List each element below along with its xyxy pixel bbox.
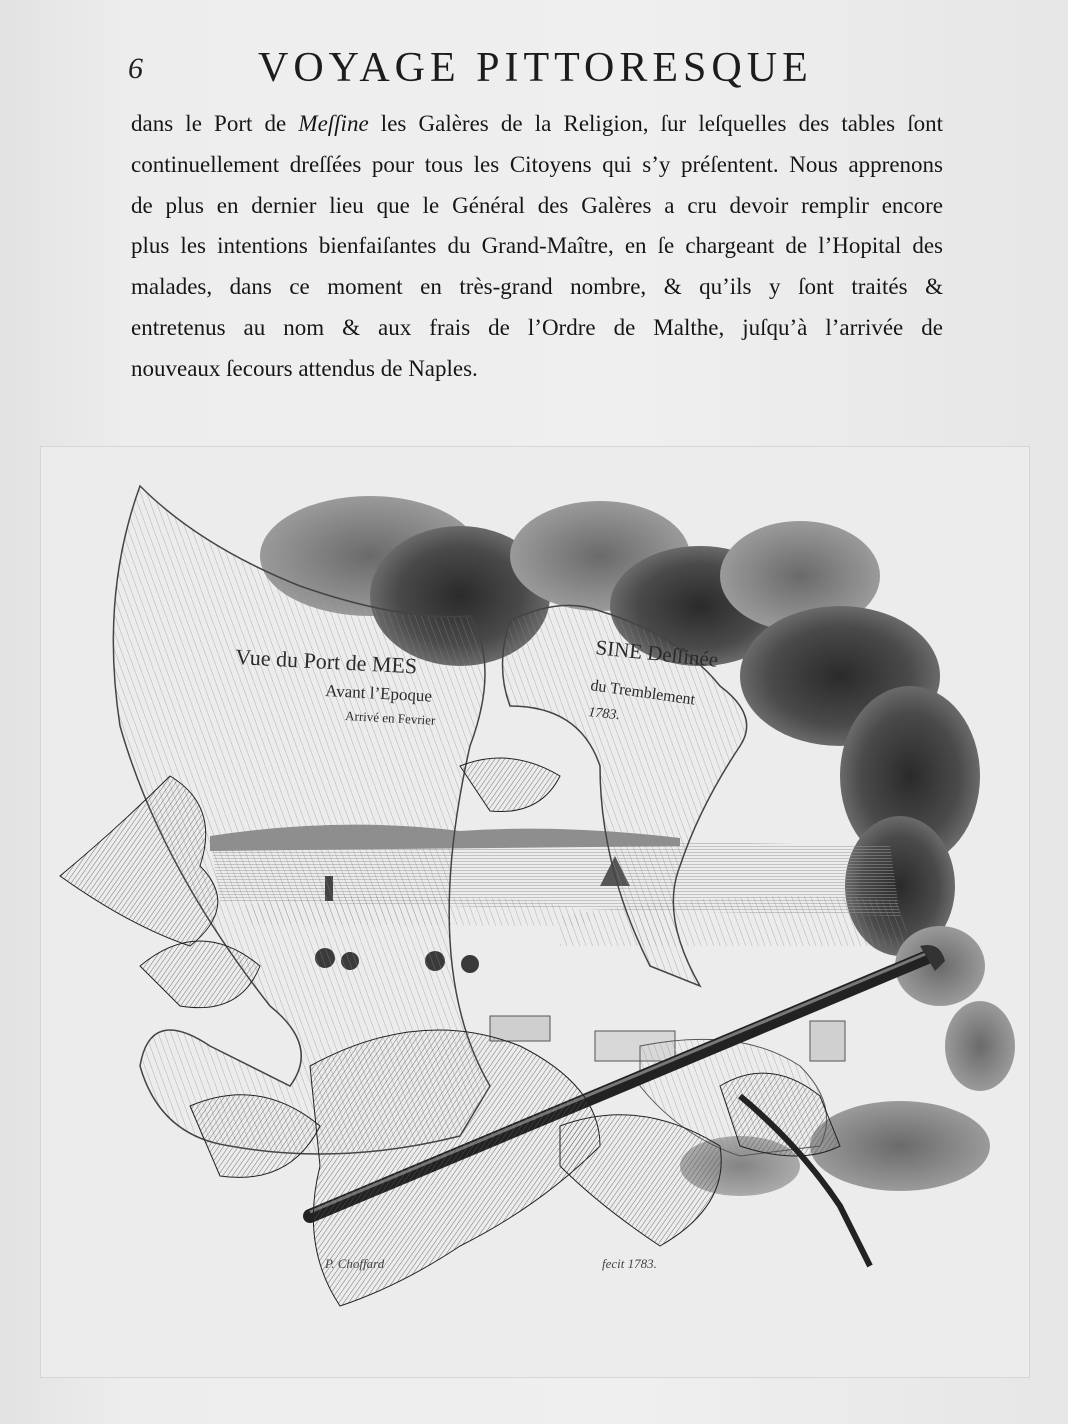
artist-signature: P. Choffard — [325, 1256, 385, 1271]
engraving-illustration — [40, 446, 1028, 1376]
text-line: continuellement dreſſées pour tous les Citoyens qui s’y préſentent. Nous apprenons — [131, 151, 943, 177]
text-line: entretenus au nom & aux frais de l’Ordre de Malthe, juſqu’à l’arrivée de — [131, 314, 943, 340]
text-line: dans le Port de Meſſine les Galères de la Religion, ſur leſquelles des tables ſont — [131, 111, 943, 136]
text-line: de plus en dernier lieu que le Général des Galères a cru devoir remplir encore — [131, 192, 943, 218]
banner-right-line1: SINE Deſſinée — [594, 635, 720, 672]
banner-left-line2: Avant l’Epoque — [324, 681, 433, 706]
banner-right-line2: du Tremblement — [589, 677, 697, 709]
banner-left-line1: Vue du Port de MES — [234, 644, 418, 679]
italic-place-name: Meſſine — [298, 111, 369, 136]
banner-left-line3: Arrivé en Fevrier — [344, 708, 436, 728]
text-line: nouveaux ſecours attendus de Naples. — [131, 355, 478, 381]
banner-right-line3: 1783. — [587, 705, 621, 724]
text-line: plus les intentions bienfaiſantes du Grand-Maître, en ſe chargeant de l’Hopital des — [131, 233, 943, 259]
running-title: VOYAGE PITTORESQUE — [258, 45, 813, 91]
text-line: malades, dans ce moment en très-grand nombre, & qu’ils y ſont traités & — [131, 274, 943, 300]
body-paragraph — [131, 104, 943, 390]
engraver-signature: fecit 1783. — [602, 1256, 657, 1271]
page-number: 6 — [128, 52, 143, 85]
plate-signatures — [324, 1256, 657, 1271]
